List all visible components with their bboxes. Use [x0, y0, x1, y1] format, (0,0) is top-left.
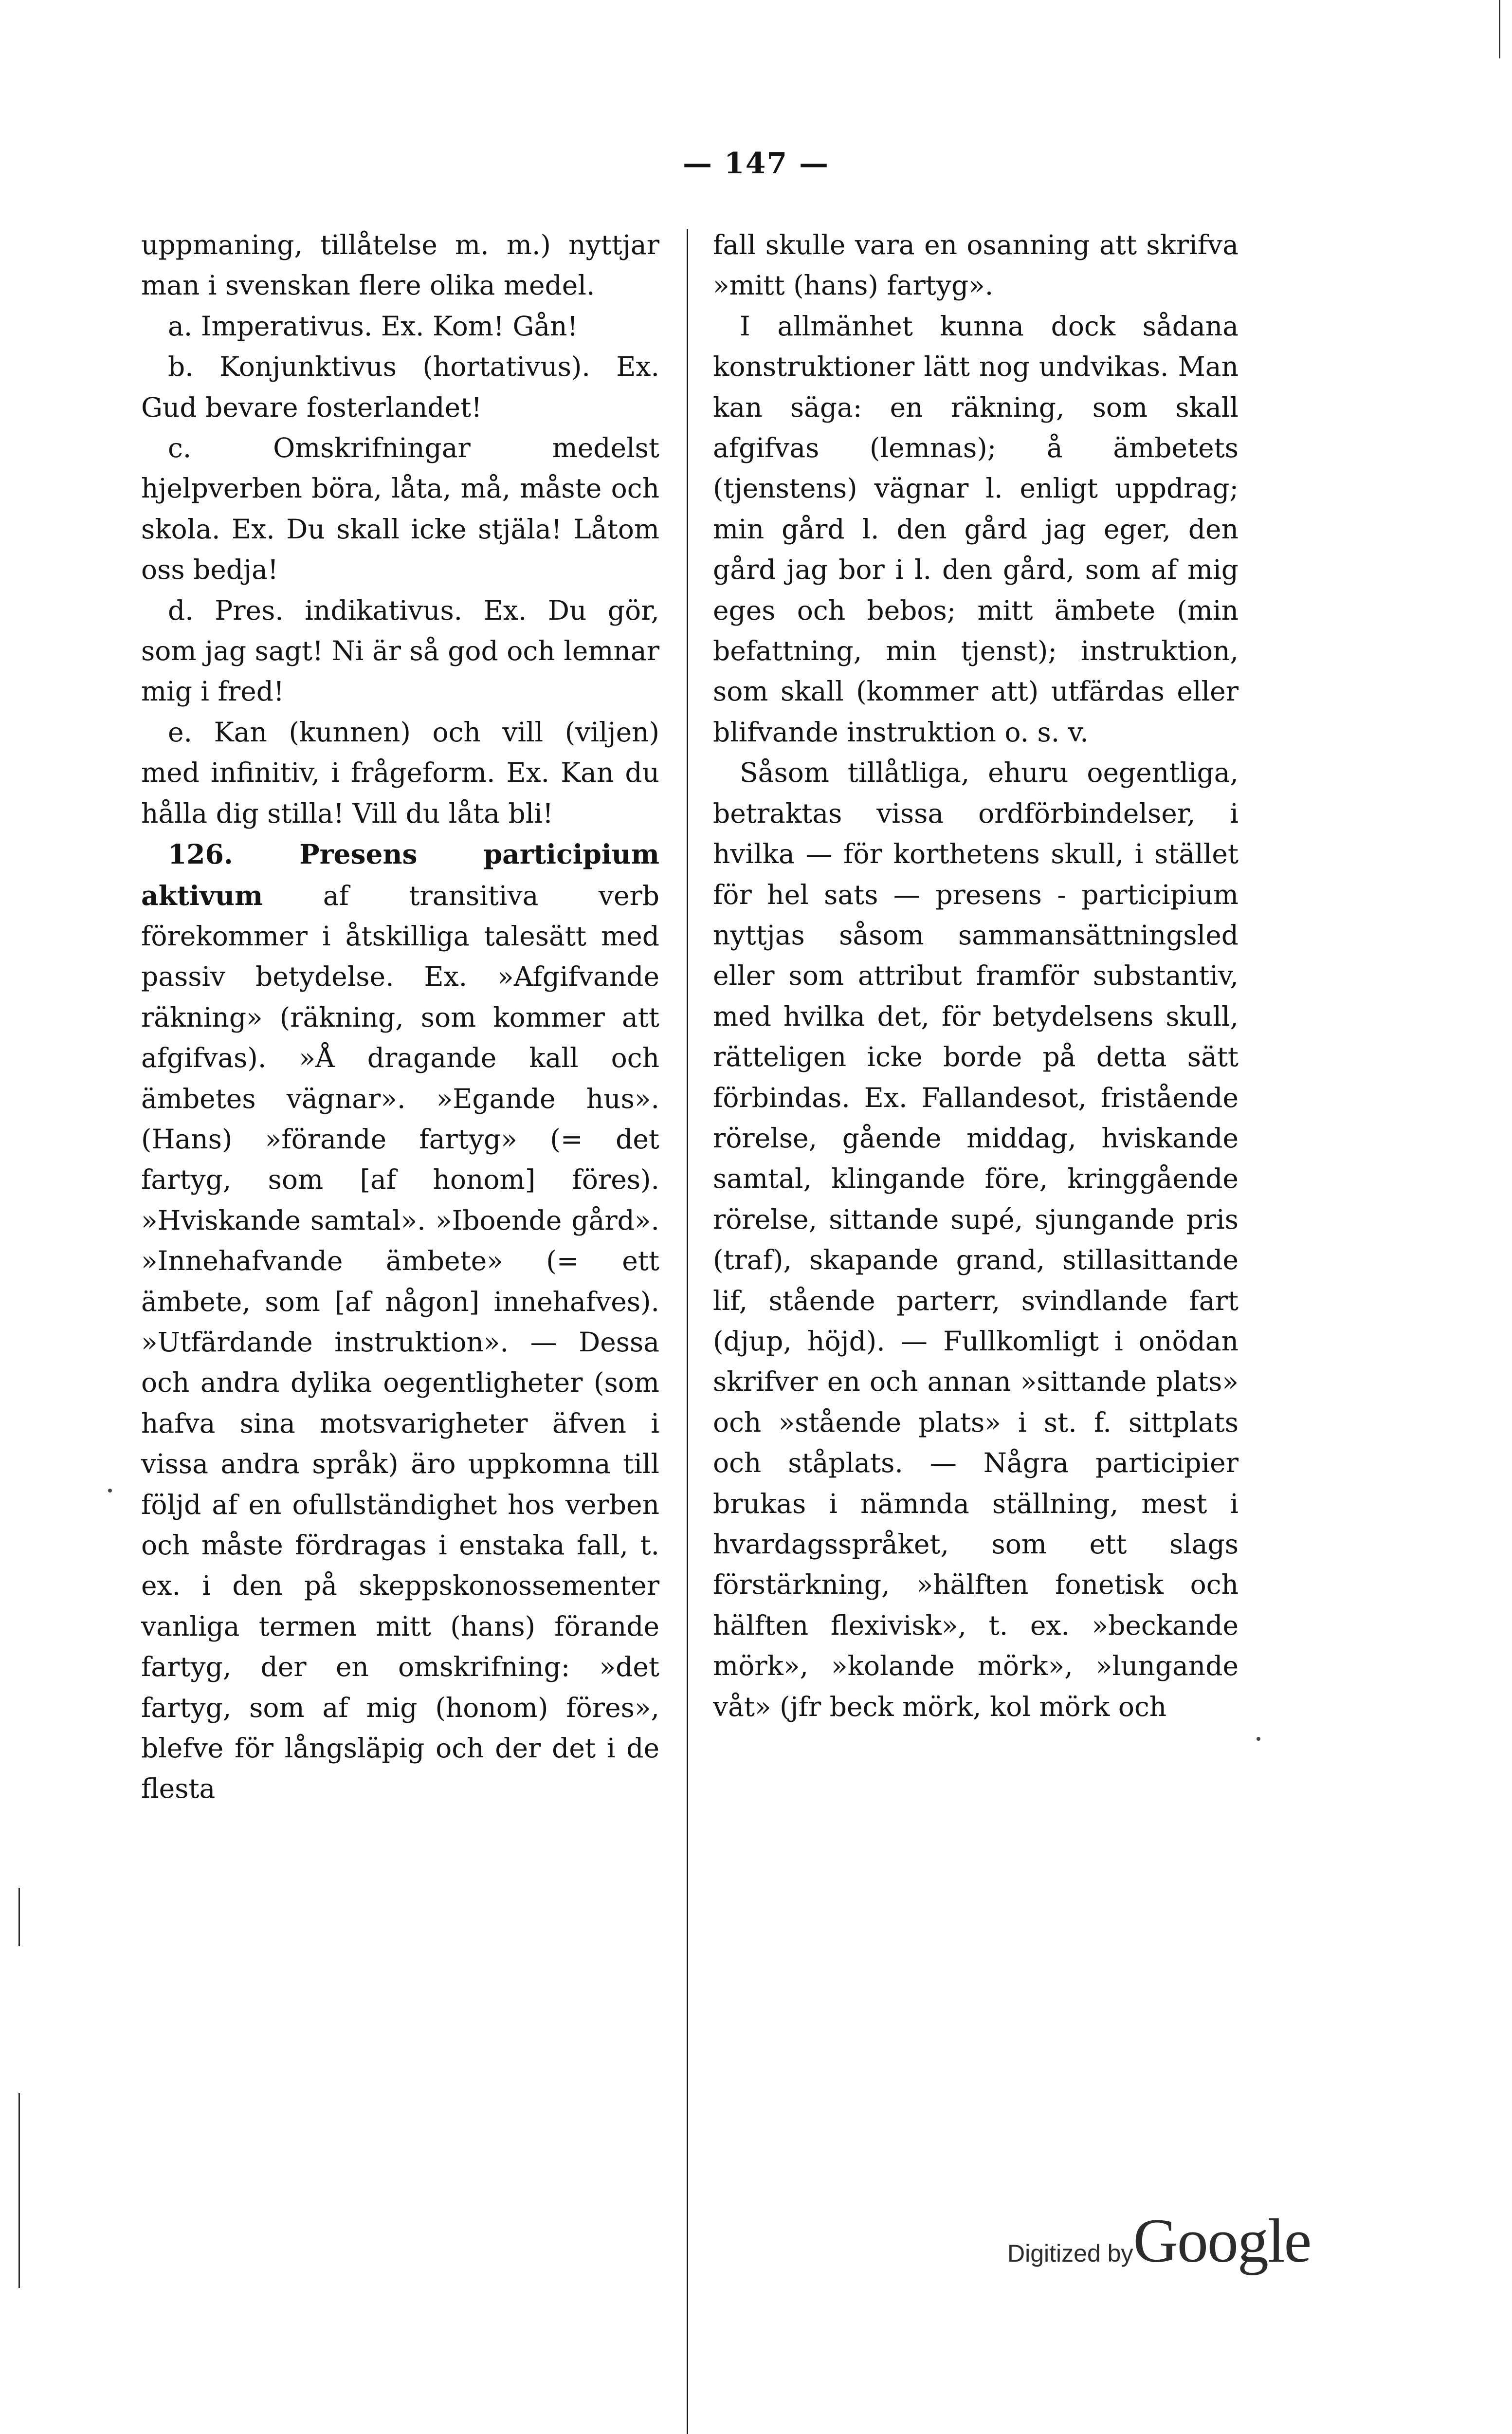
paragraph [141, 590, 659, 712]
paragraph [141, 306, 659, 347]
digitized-watermark [1007, 2205, 1311, 2277]
scan-speck [108, 1489, 112, 1493]
paragraph-text: a. Imperativus. Ex. Kom! Gån! [168, 310, 578, 342]
section-heading: 126. Presens participium aktivum [141, 838, 659, 911]
paragraph [713, 225, 1239, 306]
paragraph-text: fall skulle vara en osanning att skrifva »mitt (hans) fartyg». [713, 229, 1239, 301]
paragraph [713, 753, 1239, 1727]
paragraph-text: d. Pres. indikativus. Ex. Du gör, som jag sagt! Ni är så god och lemnar mig i fred! [141, 594, 659, 707]
paragraph-text: b. Konjunktivus (hortativus). Ex. Gud bevare fosterlandet! [141, 351, 659, 423]
left-column [141, 225, 659, 1809]
paragraph [141, 712, 659, 834]
scan-speck [1257, 1737, 1260, 1741]
margin-scan-mark [18, 1888, 20, 1946]
paragraph-text: Såsom tillåtliga, ehuru oegentliga, betraktas vissa ordförbindelser, i hvilka — för korthetens skull, i stället för hel sats — presens - participium nyttjas såsom sammansättningsled eller som attribut framför substantiv, med hvilka det, för betydelsens skull, rätteligen icke borde på detta sätt förbindas. Ex. Fallandesot, fristående rörelse, gående middag, hviskande samtal, klingande före, kringgående rörelse, sittande supé, sjungande pris (traf), skapande grand, stillasittande lif, stående parterr, svindlande fart (djup, höjd). — Fullkomligt i onödan skrifver en och annan »sittande plats» och »stående plats» i st. f. sittplats och ståplats. — Några participier brukas i nämnda ställning, mest i hvardagsspråket, som ett slags förstärkning, »hälften fonetisk och hälften flexivisk», t. ex. »beckande mörk», »kolande mörk», »lungande våt» (jfr beck mörk, kol mörk och [713, 757, 1239, 1722]
paragraph-text: c. Omskrifningar medelst hjelpverben böra, låta, må, måste och skola. Ex. Du skall icke stjäla! Låtom oss bedja! [141, 432, 659, 586]
right-column [713, 225, 1239, 1727]
google-logo: Google [1133, 2206, 1311, 2275]
paragraph [141, 834, 659, 1809]
paragraph-text: e. Kan (kunnen) och vill (viljen) med infinitiv, i frågeform. Ex. Kan du hålla dig stilla! Vill du låta bli! [141, 716, 659, 829]
paragraph [713, 306, 1239, 753]
margin-scan-mark [1499, 0, 1500, 58]
paragraph [141, 347, 659, 428]
paragraph [141, 225, 659, 306]
paragraph-text: uppmaning, tillåtelse m. m.) nyttjar man i svenskan flere olika medel. [141, 229, 659, 301]
paragraph-text: af transitiva verb förekommer i åtskilliga talesätt med passiv betydelse. Ex. »Afgifvande räkning» (räkning, som kommer att afgifvas). »Å dragande kall och ämbetes vägnar». »Egande hus». (Hans) »förande fartyg» (= det fartyg, som [af honom] föres). »Hviskande samtal». »Iboende gård». »Innehafvande ämbete» (= ett ämbete, som [af någon] innehafves). »Utfärdande instruktion». — Dessa och andra dylika oegentligheter (som hafva sina motsvarigheter äfven i vissa andra språk) äro uppkomna till följd af en ofullständighet hos verben och måste fördragas i enstaka fall, t. ex. i den på skeppskonossementer vanliga termen mitt (hans) förande fartyg, der en omskrifning: »det fartyg, som af mig (honom) föres», blefve för långsläpig och der det i de flesta [141, 880, 660, 1805]
paragraph-text: I allmänhet kunna dock sådana konstruktioner lätt nog undvikas. Man kan säga: en räkning, som skall afgifvas (lemnas); å ämbetets (tjenstens) vägnar l. enligt uppdrag; min gård l. den gård jag eger, den gård jag bor i l. den gård, som af mig eges och bebos; mitt ämbete (min befattning, min tjenst); instruktion, som skall (kommer att) utfärdas eller blifvande instruktion o. s. v. [713, 310, 1239, 748]
paragraph [141, 428, 659, 590]
watermark-prefix: Digitized by [1007, 2240, 1133, 2267]
margin-scan-mark [18, 2093, 20, 2288]
column-divider [687, 229, 688, 2434]
page-number: — 147 — [682, 147, 830, 181]
